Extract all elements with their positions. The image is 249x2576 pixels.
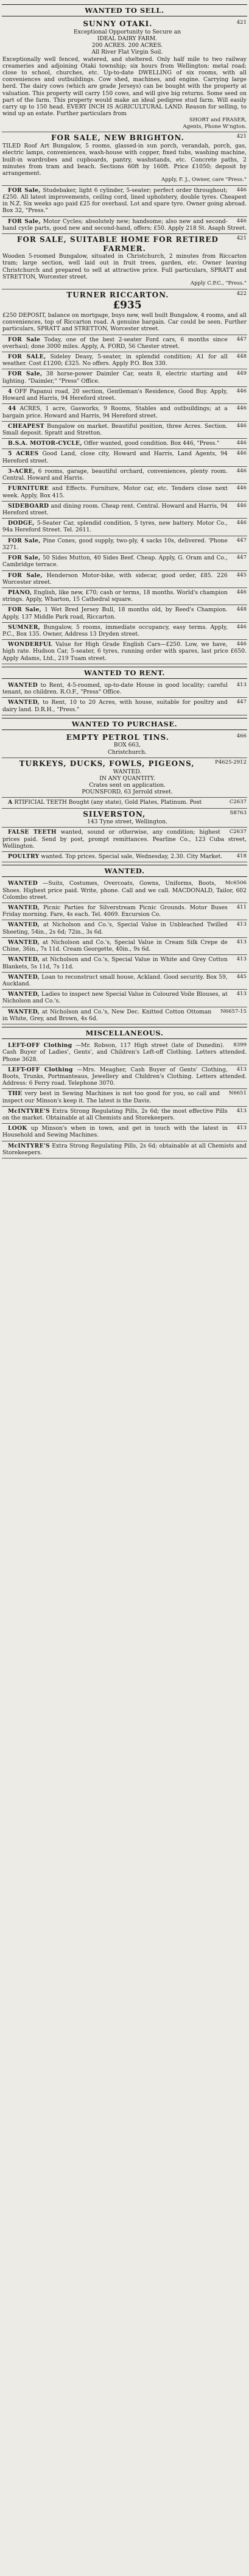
ad-body: Studebaker, light 6 cylinder, 5-seater; perfect order throughout; £250. All latest improvements, ceiling cord, lined upholstery, double tyres. Cheapest in N.Z. Six weeks ago paid £25 for overhaul. Lot and spare tyre. Owner going abroad. Box 32, "Press." [2,186,247,215]
ad-body: at Nicholson and Co.'s, New Dec. Knitted Cotton Ottoman in White, Grey, and Brown, 4s 6d. [2,1008,212,1022]
ad-reference: 413 [236,681,247,688]
ad-signature: Agents, Phone W'ngton. [183,123,247,130]
ad-body: Offer wanted, good condition. Box 446, "Press." [83,440,220,447]
ad-lead-word: LEFT-OFF Clothing [8,1066,73,1073]
classified-ad [2,588,247,605]
ad-headline: IDEAL DAIRY FARM. [97,35,158,42]
classified-section [2,4,247,664]
ad-body: Loan to reconstruct small house, Ackland. Good security. Box 59, Auckland. [2,973,228,987]
ad-reference: 8399 [233,1042,247,1049]
classified-ad [2,536,247,553]
ad-reference: 418 [236,853,247,860]
ad-body: Wooden 5-roomed Bungalow, situated in Christchurch, 2 minutes from Riccarton tram; large section, well laid out in fruit trees, garden, etc. Owner leaving Christchurch and prepared to sell at attractive price. Full particulars, SPRATT and STRETTON, Worcester street. [2,253,247,280]
ad-lead-word: McINTYRE'S [8,1142,50,1149]
ad-reference: 446 [236,623,247,630]
section-heading: WANTED TO RENT. [2,667,247,679]
ad-signature: Apply, F. J., Owner, care "Press." [161,177,247,183]
classified-ad [2,955,247,972]
ad-headline: 200 ACRES. 200 ACRES. [91,42,163,49]
ad-reference: N6657-15 [220,1008,247,1015]
ad-reference: 413 [236,956,247,963]
ad-lead-word: SUMNER, [8,623,41,631]
classified-ad [2,18,247,132]
ad-lead-word: A [8,799,13,806]
ad-headline: Christchurch. [107,748,147,756]
ad-body: at Nicholson and Co.'s, Special Value in Unbleached Twilled Sheeting, 54in., 2s 6d; 72in., 3s 6d. [2,921,228,935]
ad-lead-word: FOR Sale, [8,186,41,194]
ad-body: —Mrs. Meagher, Cash Buyer of Gents' Clothing, Boots, Trunks, Portmanteaus, Jewellery and Children's Clothing. Letters attended. Address: 6 Ferry road. Telephone 3070. [2,1066,247,1087]
classified-ad [2,186,247,217]
ad-body: Bungalow, 5 rooms, immediate occupancy, easy terms. Apply, P.C., Box 135. Owner, Address 13 Dryden street. [2,623,228,638]
classified-ad [2,422,247,439]
ad-reference: 446 [236,520,247,527]
classified-ad [2,990,247,1007]
ad-reference: 446 [236,440,247,447]
ad-lead-word: WANTED, [8,973,40,981]
classified-ad [2,484,247,501]
ad-lead-word: WANTED, [8,921,40,929]
classified-ad [2,879,247,903]
ad-lead-word: WANTED [8,681,38,689]
section-heading: MISCELLANEOUS. [2,1027,247,1039]
ad-headline: 143 Tyne street, Wellington. [86,818,168,826]
classified-ad [2,1107,247,1124]
ad-body: Today, one of the best 2-seater Ford cars, 6 months since overhaul; done 3000 miles. Apply, A. FORD, 56 Chester street. [2,336,228,350]
ad-reference: 413 [236,1107,247,1114]
classified-ad [2,623,247,640]
ad-reference: 421 [236,235,247,241]
classified-ad [2,828,247,852]
ad-reference: 445 [236,973,247,980]
ad-lead-word: LEFT-OFF Clothing [8,1042,72,1049]
ad-lead-word: PIANO, [8,589,32,596]
classified-ad [2,852,247,862]
ad-body: very best in Sewing Machines is not too good for you, so call and inspect our Minson's keep it. The latest is the Davis. [2,1090,220,1104]
ad-lead-word: FOR Sale, [8,606,42,614]
ad-reference: 413 [236,1125,247,1132]
ad-body: English, like new, £70; cash or terms, 18 months. World's champion strings. Apply, Wharton, 15 Cathedral square. [2,589,228,603]
ad-reference: 447 [236,537,247,544]
ad-lead-word: THE [8,1090,23,1098]
ad-headline: POUNSFORD, 63 Jerrold street. [82,789,173,796]
ad-body: —Mr. Robson, 117 High street (late of Dunedin). Cash Buyer of Ladies', Gents', and Children's Left-off Clothing. Letters attended. Phone 3628. [2,1042,247,1063]
ad-reference: 447 [236,336,247,342]
ad-headline: IN ANY QUANTITY. [99,775,155,782]
classified-section [2,718,247,863]
ad-reference: 446 [236,450,247,457]
classified-ad [2,1065,247,1090]
ad-lead-word: WANTED, [8,699,40,706]
classified-section [2,865,247,1024]
ad-body: Pine Cones, good supply, two-ply, 4 sacks 10s, delivered. 'Phone 3271. [2,537,228,551]
ad-body: £250 DEPOSIT, balance on mortgage, buys new, well built Bungalow, 4 rooms, and all conveniences, top of Riccarton road. A genuine bargain. Car could be seen. Further particulars, SPRATT and STRETTON, Worcester street. [2,311,247,333]
ad-lead-word: DODGE, [8,520,35,527]
ad-reference: S8763 [230,809,247,816]
ad-headline: SILVERSTON, [83,809,146,818]
ad-headline: FOR SALE, SUITABLE HOME FOR RETIRED FARMER. [16,235,219,253]
ad-body: Extra Strong Regulating Pills, 2s 6d; the most effective Pills on the market. Obtainable at all Chemists and Storekeepers. [2,1107,228,1122]
ad-body: and Effects. Furniture, Motor car, etc. Tenders close next week. Apply, Box 415. [2,485,228,499]
ad-reference: 422 [236,290,247,297]
ad-body: ACRES, 1 acre, Gasworks, 9 Rooms, Stables and outbuildings; at a bargain price. Howard and Harris, 94 Hereford street. [2,405,228,419]
ad-body: RTIFICIAL TEETH Bought (any state), Gold Plates, Platinum. Post [14,799,202,806]
classified-ad [2,449,247,466]
ad-reference: P4625-2912 [215,759,247,765]
ad-reference: 446 [236,589,247,595]
ad-body: 1 Wet Bred Jersey Bull, 18 months old, by Reed's Champion. Apply, 137 Middle Park road, Riccarton. [2,606,228,620]
classified-ad [2,640,247,664]
ad-lead-word: 44 [8,405,16,413]
classified-ad [2,809,247,828]
ad-body: Ladies to inspect new Special Value in Coloured Voile Blouses, at Nicholson and Co.'s. [2,991,228,1005]
ad-lead-word: WANTED, [8,956,40,963]
ad-lead-word: FOR Sale, [8,555,41,562]
classified-ad [2,502,247,519]
ad-lead-word: FOR Sale, [8,537,41,544]
classified-ad [2,698,247,715]
classified-ad [2,234,247,289]
classified-ad [2,758,247,798]
ad-reference: 411 [236,904,247,910]
ad-lead-word: WANTED, [8,1008,40,1015]
ad-lead-word: FALSE TEETH [8,829,57,836]
ad-body: Picnic Parties for Silverstream Picnic Grounds. Motor Buses Friday morning. Fare, 4s each. Tel. 4069. Excursion Co. [2,904,228,918]
ad-lead-word: FOR Sale, [8,572,43,579]
ad-lead-word: SIDEBOARD [8,502,49,509]
classified-ad [2,289,247,335]
classified-section [2,667,247,715]
ad-lead-word: WANTED, [8,991,40,998]
ad-body: Sideley Deasy, 5-seater, in splendid condition; A1 for all weather. Cost £1200; £325. No offers. Apply P.O. Box 330. [2,353,228,367]
ad-reference: 446 [236,186,247,193]
ad-headline: TURNER RICCARTON. [66,290,169,299]
ad-lead-word: POULTRY [8,853,40,860]
ad-reference: 446 [236,405,247,412]
ad-reference: 413 [236,921,247,928]
ad-reference: 447 [236,555,247,561]
classified-ad [2,1141,247,1158]
ad-headline: BOX 663, [113,742,141,749]
classified-ad [2,903,247,920]
ad-reference: 413 [236,991,247,998]
classified-ad [2,920,247,937]
ad-lead-word: FURNITURE [8,485,49,492]
ad-reference: 446 [236,467,247,474]
ad-body: Good Land, close city, Howard and Harris, Land Agents, 94 Hereford street. [2,450,228,464]
ad-lead-word: 4 [8,388,12,395]
ad-body: Value for High Grade English Cars—£250. Low, we have, high rate. Hudson Car, 5-seater, 6 tyres, running order with spares, last price £650. Apply Adams, Ltd., 219 Tuam street. [2,641,247,662]
ad-reference: 413 [236,1066,247,1073]
ad-headline: All River Flat Virgin Soil. [91,49,163,56]
classified-ad [2,973,247,990]
classified-ad [2,681,247,698]
classified-ad [2,1007,247,1024]
ad-body: Extra Strong Regulating Pills, 2s 6d; obtainable at all Chemists and Storekeepers. [2,1142,247,1156]
ad-body: to Rent, 10 to 20 Acres, with house, suitable for poultry and dairy land. D.R.H., "Press." [2,699,228,713]
ad-body: Motor Cycles; absolutely new; handsome; also new and second-hand cycle parts, good new and second-hand, offers; £50. Apply 218 St. Asaph Street. [2,218,247,232]
ad-reference: 449 [236,371,247,377]
classified-ad [2,467,247,484]
ad-headline: £935 [113,299,142,312]
ad-reference: 448 [236,353,247,360]
ad-body: and dining room. Cheap rent. Central. Howard and Harris, 94 Hereford street. [2,502,228,516]
classified-ad [2,439,247,449]
ad-body: Bungalow on market. Beautiful position, three Acres. Section. Small deposit. Spratt and Stretton. [2,422,228,436]
ad-body: OFF Papanui road, 20 section, Gentleman's Residence, Good Buy. Apply, Howard and Harris, 94 Hereford street. [2,388,228,402]
classified-ad [2,519,247,536]
classified-section [2,1027,247,1158]
section-heading: WANTED TO PURCHASE. [2,718,247,730]
ad-reference: 466 [236,733,247,739]
ad-reference: N6651 [228,1090,247,1097]
ad-headline: EMPTY PETROL TINS. [66,733,169,742]
section-heading: WANTED. [2,865,247,877]
ad-body: to Rent, 4-5-roomed, up-to-date House in good locality; careful tenant, no children. R.O.F., "Press" Office. [2,681,228,696]
classified-ad [2,605,247,622]
ad-lead-word: B.S.A. MOTOR-CYCLE, [8,440,82,447]
classified-ad [2,938,247,955]
ad-reference: C2637 [229,829,247,836]
ad-lead-word: WANTED, [8,904,40,911]
ad-body: Henderson Motor-bike, with sidecar, good order, £85. 226 Worcester street. [2,572,228,586]
ad-body: wanted. Top prices. Special sale, Wednesday, 2.30. City Market. [41,853,223,860]
ad-headline: Crates sent on application. [89,781,166,789]
ad-lead-word: FOR Sale [8,336,41,343]
ad-body: wanted, sound or otherwise, any condition; highest prices paid. Send by post, prompt remittances. Pearline Co., 123 Cuba street, Wellington. [2,829,247,850]
classified-ad [2,387,247,404]
ad-reference: 448 [236,606,247,613]
ad-body: at Nicholson and Co.'s, Special Value in White and Grey Cotton Blankets, 5s 11d, 7s 11d. [2,956,228,970]
ad-body: 38 horse-power Daimler Car, seats 8, electric starting and lighting. "Daimler," "Press" Office. [2,371,228,385]
ad-headline: SUNNY OTAKI. [83,20,153,29]
ad-lead-word: LOOK [8,1125,27,1132]
ad-lead-word: 5 ACRES [8,450,39,458]
ad-headline: WANTED. [113,768,142,775]
classified-ad [2,132,247,185]
ad-lead-word: 3-ACRE, [8,467,35,475]
ad-lead-word: WANTED [8,880,38,887]
ad-lead-word: FOR SALE, [8,353,46,361]
classified-ad [2,553,247,570]
ad-lead-word: WONDERFUL [8,641,53,648]
ad-lead-word: McINTYRE'S [8,1107,50,1115]
ad-reference: 445 [236,572,247,578]
ad-lead-word: FOR Sale, [8,218,41,225]
ad-reference: 446 [236,388,247,394]
ad-reference: C2637 [229,799,247,806]
ad-body: —Suits, Costumes, Overcoats, Gowns, Uniforms, Boots, Shoes. Highest price paid. Write, phone. Call and we call. MACDONALD, Tailor, 602 Colombo street. [2,880,247,901]
ad-reference: 446 [236,502,247,509]
ad-reference: Mc6506 [225,880,247,887]
ad-headline: Exceptional Opportunity to Secure an [73,28,181,35]
classified-ad [2,1041,247,1065]
classified-ad [2,1089,247,1106]
ad-reference: 421 [236,133,247,140]
classified-ad [2,798,247,808]
classified-ad [2,571,247,588]
ad-reference: 446 [236,485,247,492]
ad-signature: SHORT and FRASER, [189,117,247,124]
ad-body: up Minson's when in town, and get in touch with the latest in Household and Sewing Machines. [2,1125,228,1139]
ad-reference: 446 [236,218,247,224]
ad-reference: 446 [236,641,247,648]
classified-ad [2,335,247,352]
ad-reference: 413 [236,939,247,945]
classified-ad [2,732,247,758]
classified-ad [2,369,247,386]
classified-ad [2,1124,247,1141]
ad-headline: TURKEYS, DUCKS, FOWLS, PIGEONS, [19,759,195,768]
ad-headline: FOR SALE, NEW BRIGHTON. [51,133,184,143]
ad-body: at Nicholson and Co.'s, Special Value in Cream Silk Crepe de Chine, 36in., 7s 11d. Cream Georgette, 40in., 9s 6d. [2,939,228,953]
ad-signature: Apply C.P.C., "Press." [190,280,247,287]
classified-ad [2,404,247,421]
section-heading: WANTED TO SELL. [2,4,247,16]
ad-body: 6 rooms, garage, beautiful orchard, conveniences, plenty room. Central. Howard and Harris. [2,467,228,482]
ad-reference: 446 [236,422,247,429]
ad-body: Exceptionally well fenced, watered, and sheltered. Only half mile to two railway creameries and adjoining Otaki township; six hours from Wellington: metal road; close to school, churches, etc. Up-to-date DWELLING of six rooms, with all conveniences and outbuildings. Cow shed, machines, and engine. Carrying large herd. The dairy cows (which are grade Jerseys) can be bought with the property at valuation. This property will carry 150 cows, and will give big returns. Some seed on part of the farm. This property would make an ideal pedigree stud farm. Will easily carry up to 150 head. EVERY INCH IS AGRICULTURAL LAND. Reason for selling, to wind up an estate. Further particulars from [2,55,247,118]
classified-ad [2,217,247,234]
ad-reference: 447 [236,699,247,706]
ad-lead-word: FOR Sale, [8,371,43,378]
ad-body: 5-Seater Car, splendid condition, 5 tyres, new battery. Motor Co., 94a Hereford Street. Tel. 2611. [2,520,228,534]
ad-body: TILED Roof Art Bungalow, 5 rooms, glassed-in sun porch, verandah, porch, gas, electric lamps, conveniences, wash-house with copper, fixed tubs, washing machine, built-in wardrobes and cupboards, pantry, washstands, etc. Concrete paths, 2 minutes from tram and beach. Sections 60ft by 160ft. Price £1050; deposit by arrangement. [2,143,247,177]
ad-body: 50 Sides Mutton, 40 Sides Beef. Cheap. Apply, G. Oram and Co., Cambridge terrace. [2,555,228,569]
classifieds-column [0,0,249,1162]
ad-lead-word: CHEAPEST [8,422,44,430]
ad-reference: 421 [236,20,247,26]
classified-ad [2,352,247,369]
ad-lead-word: WANTED, [8,939,40,946]
